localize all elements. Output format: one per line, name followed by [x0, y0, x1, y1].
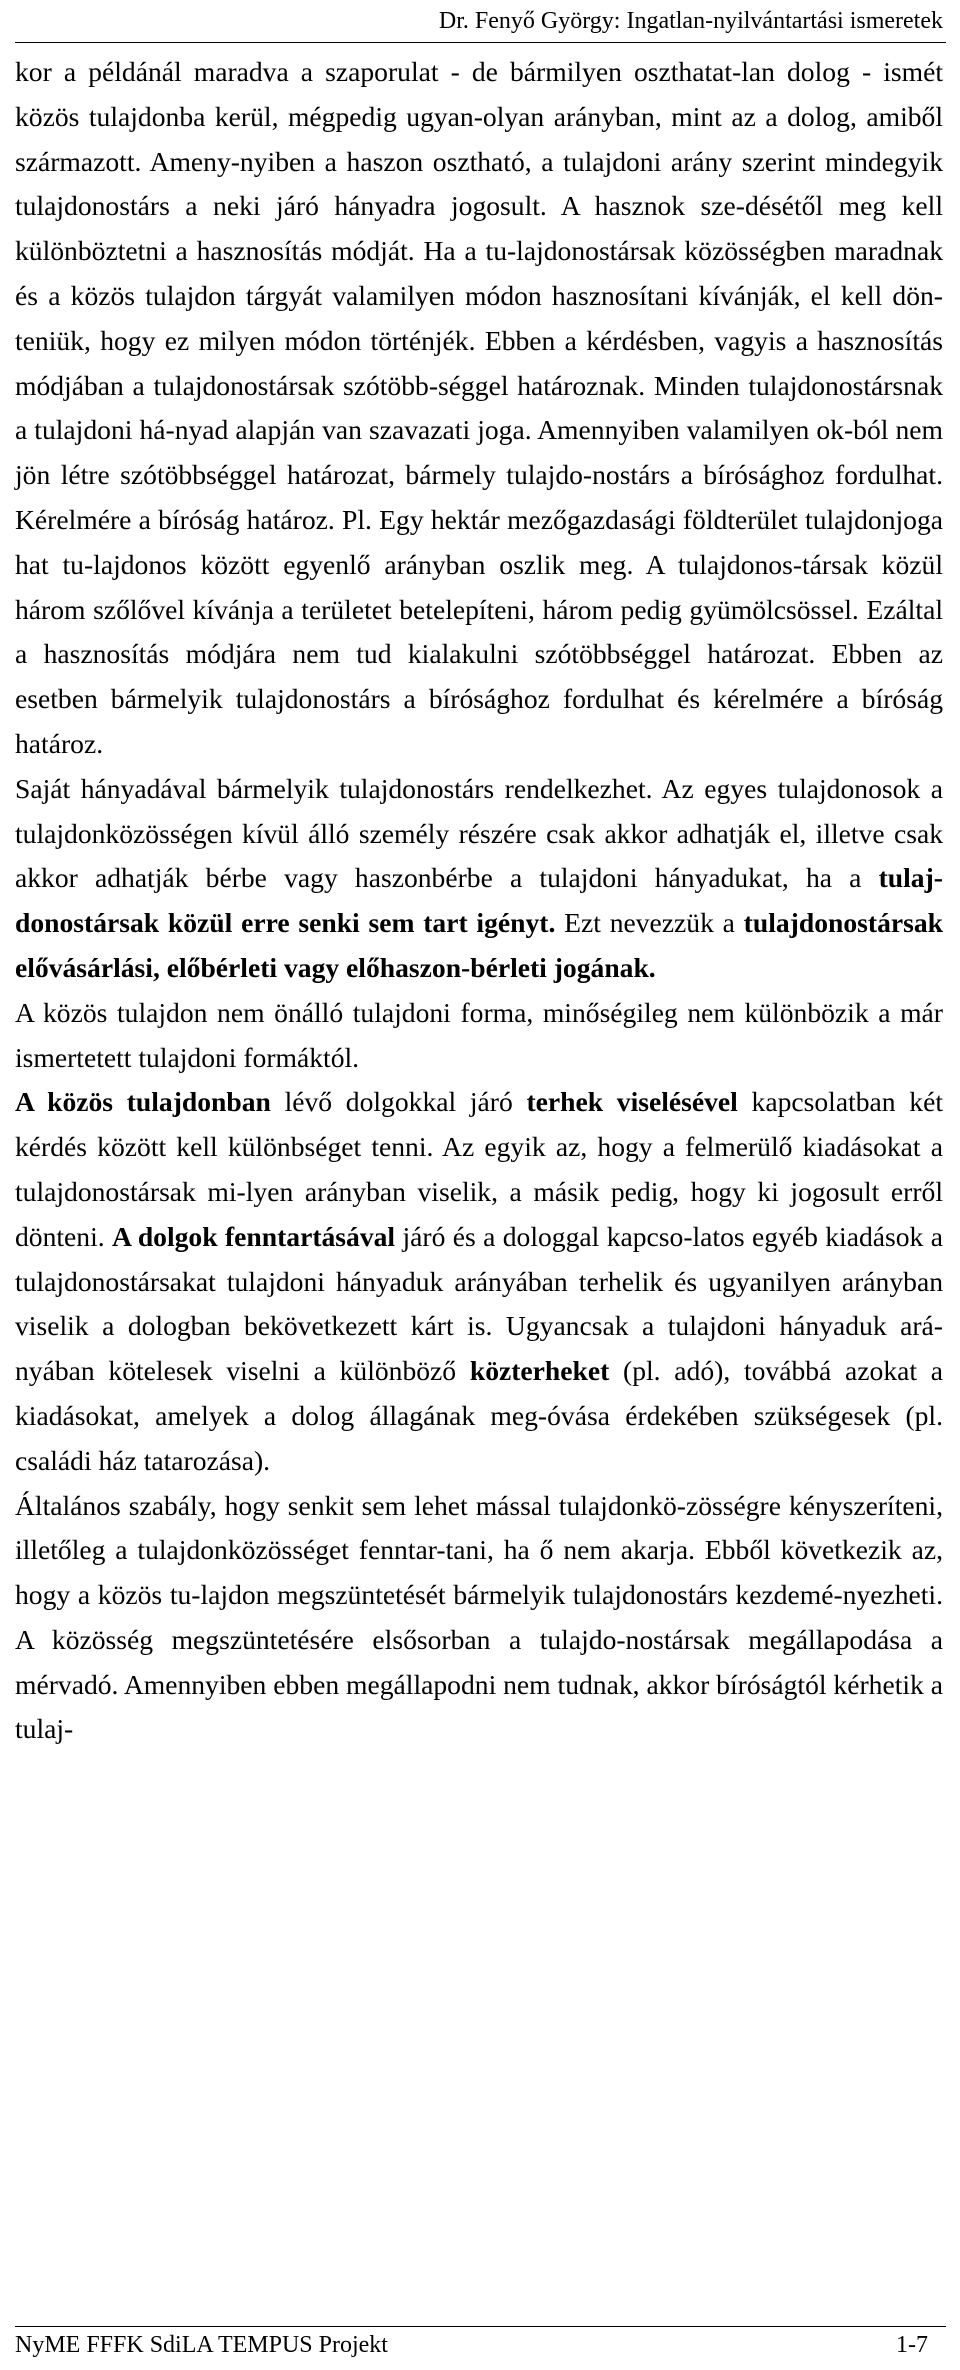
text-run: A közös tulajdon nem önálló tulajdoni forma, minőségileg nem különbözik a már ismertetett tulajdoni formáktól.	[15, 996, 943, 1073]
text-run: kor a példánál maradva a szaporulat - de bármilyen oszthatat-lan dolog - ismét közös tulajdonba kerül, mégpedig ugyan-olyan arányban, mint az a dolog, amiből származott. Ameny-nyiben a haszon osztható, a tulajdoni arány szerint mindegyik tulajdonostárs a neki járó hányadra jogosult. A hasznok sze-désétől meg kell különböztetni a hasznosítás módját. Ha a tu-lajdonostársak közösségben maradnak és a közös tulajdon tárgyát valamilyen módon hasznosítani kívánják, el kell dön-teniük, hogy ez milyen módon történjék. Ebben a kérdésben, vagyis a hasznosítás módjában a tulajdonostársak szótöbb-séggel határoznak. Minden tulajdonostársnak a tulajdoni há-nyad alapján van szavazati joga. Amennyiben valamilyen ok-ból nem jön létre szótöbbséggel határozat, bármely tulajdo-nostárs a bírósághoz fordulhat. Kérelmére a bíróság határoz. Pl. Egy hektár mezőgazdasági földterület tulajdonjoga hat tu-lajdonos között egyenlő arányban oszlik meg. A tulajdonos-társak közül három szőlővel kívánja a területet betelepíteni, három pedig gyümölcsössel. Ezáltal a hasznosítás módjára nem tud kialakulni szótöbbséggel határozat. Ebben az esetben bármelyik tulajdonostárs a bírósághoz fordulhat és kérelmére a bíróság határoz.	[15, 56, 943, 759]
paragraph-5	[15, 1484, 943, 1753]
bold-text-run: A közös tulajdonban	[15, 1086, 271, 1118]
page-header: Dr. Fenyő György: Ingatlan-nyilvántartási ismeretek	[438, 8, 943, 34]
footer-project-name: NyME FFFK SdiLA TEMPUS Projekt	[15, 2332, 388, 2358]
text-run: (pl. adó), továbbá azokat a kiadásokat, amelyek a dolog állagának meg-óvása érdekében szükségesek (pl. családi ház tatarozása).	[15, 1355, 943, 1476]
bold-text-run: terhek viselésével	[526, 1086, 738, 1118]
paragraph-3	[15, 991, 943, 1081]
text-run: Ezt nevezzük a	[555, 907, 744, 939]
bold-text-run: tulajdonostársak elővásárlási, előbérleti vagy előhaszon-bérleti jogának.	[15, 907, 943, 983]
footer-divider	[15, 2326, 946, 2327]
bold-text-run: tulaj-donostársak közül erre senki sem tart igényt.	[15, 862, 943, 939]
text-run: lévő dolgokkal járó	[270, 1086, 527, 1118]
text-run: Általános szabály, hogy senkit sem lehet mással tulajdonkö-zösségre kényszeríteni, illetőleg a tulajdonközösséget fenntar-tani, ha ő nem akarja. Ebből következik az, hogy a közös tu-lajdon megszüntetését bármelyik tulajdonostárs kezdemé-nyezheti. A közösség megszüntetésére elsősorban a tulajdo-nostársak megállapodása a mérvadó. Amennyiben ebben megállapodni nem tudnak, akkor bíróságtól kérhetik a tulaj-	[15, 1489, 943, 1745]
header-divider	[15, 42, 946, 43]
text-run: Saját hányadával bármelyik tulajdonostárs rendelkezhet. Az egyes tulajdonosok a tulajdonközösségen kívül álló személy részére csak akkor adhatják el, illetve csak akkor adhatják bérbe vagy haszonbérbe a tulajdoni hányadukat, ha a	[15, 772, 943, 894]
text-run: járó és a dologgal kapcso-latos egyéb kiadások a tulajdonostársakat tulajdoni hányaduk arányában terhelik és ugyanilyen arányban viselik a dologban bekövetkezett kárt is. Ugyancsak a tulajdoni hányaduk ará-nyában kötelesek viselni a különböző	[15, 1220, 943, 1387]
page-number: 1-7	[896, 2332, 928, 2358]
body-text	[15, 50, 943, 1752]
bold-text-run: A dolgok fenntartásával	[112, 1220, 396, 1252]
paragraph-2	[15, 767, 943, 991]
bold-text-run: közterheket	[469, 1355, 610, 1387]
paragraph-4	[15, 1080, 943, 1483]
text-run: kapcsolatban két kérdés között kell különbséget tenni. Az egyik az, hogy a felmerülő kiadásokat a tulajdonostársak mi-lyen arányban viselik, a másik pedig, hogy ki jogosult erről dönteni.	[15, 1086, 943, 1252]
paragraph-1	[15, 50, 943, 767]
